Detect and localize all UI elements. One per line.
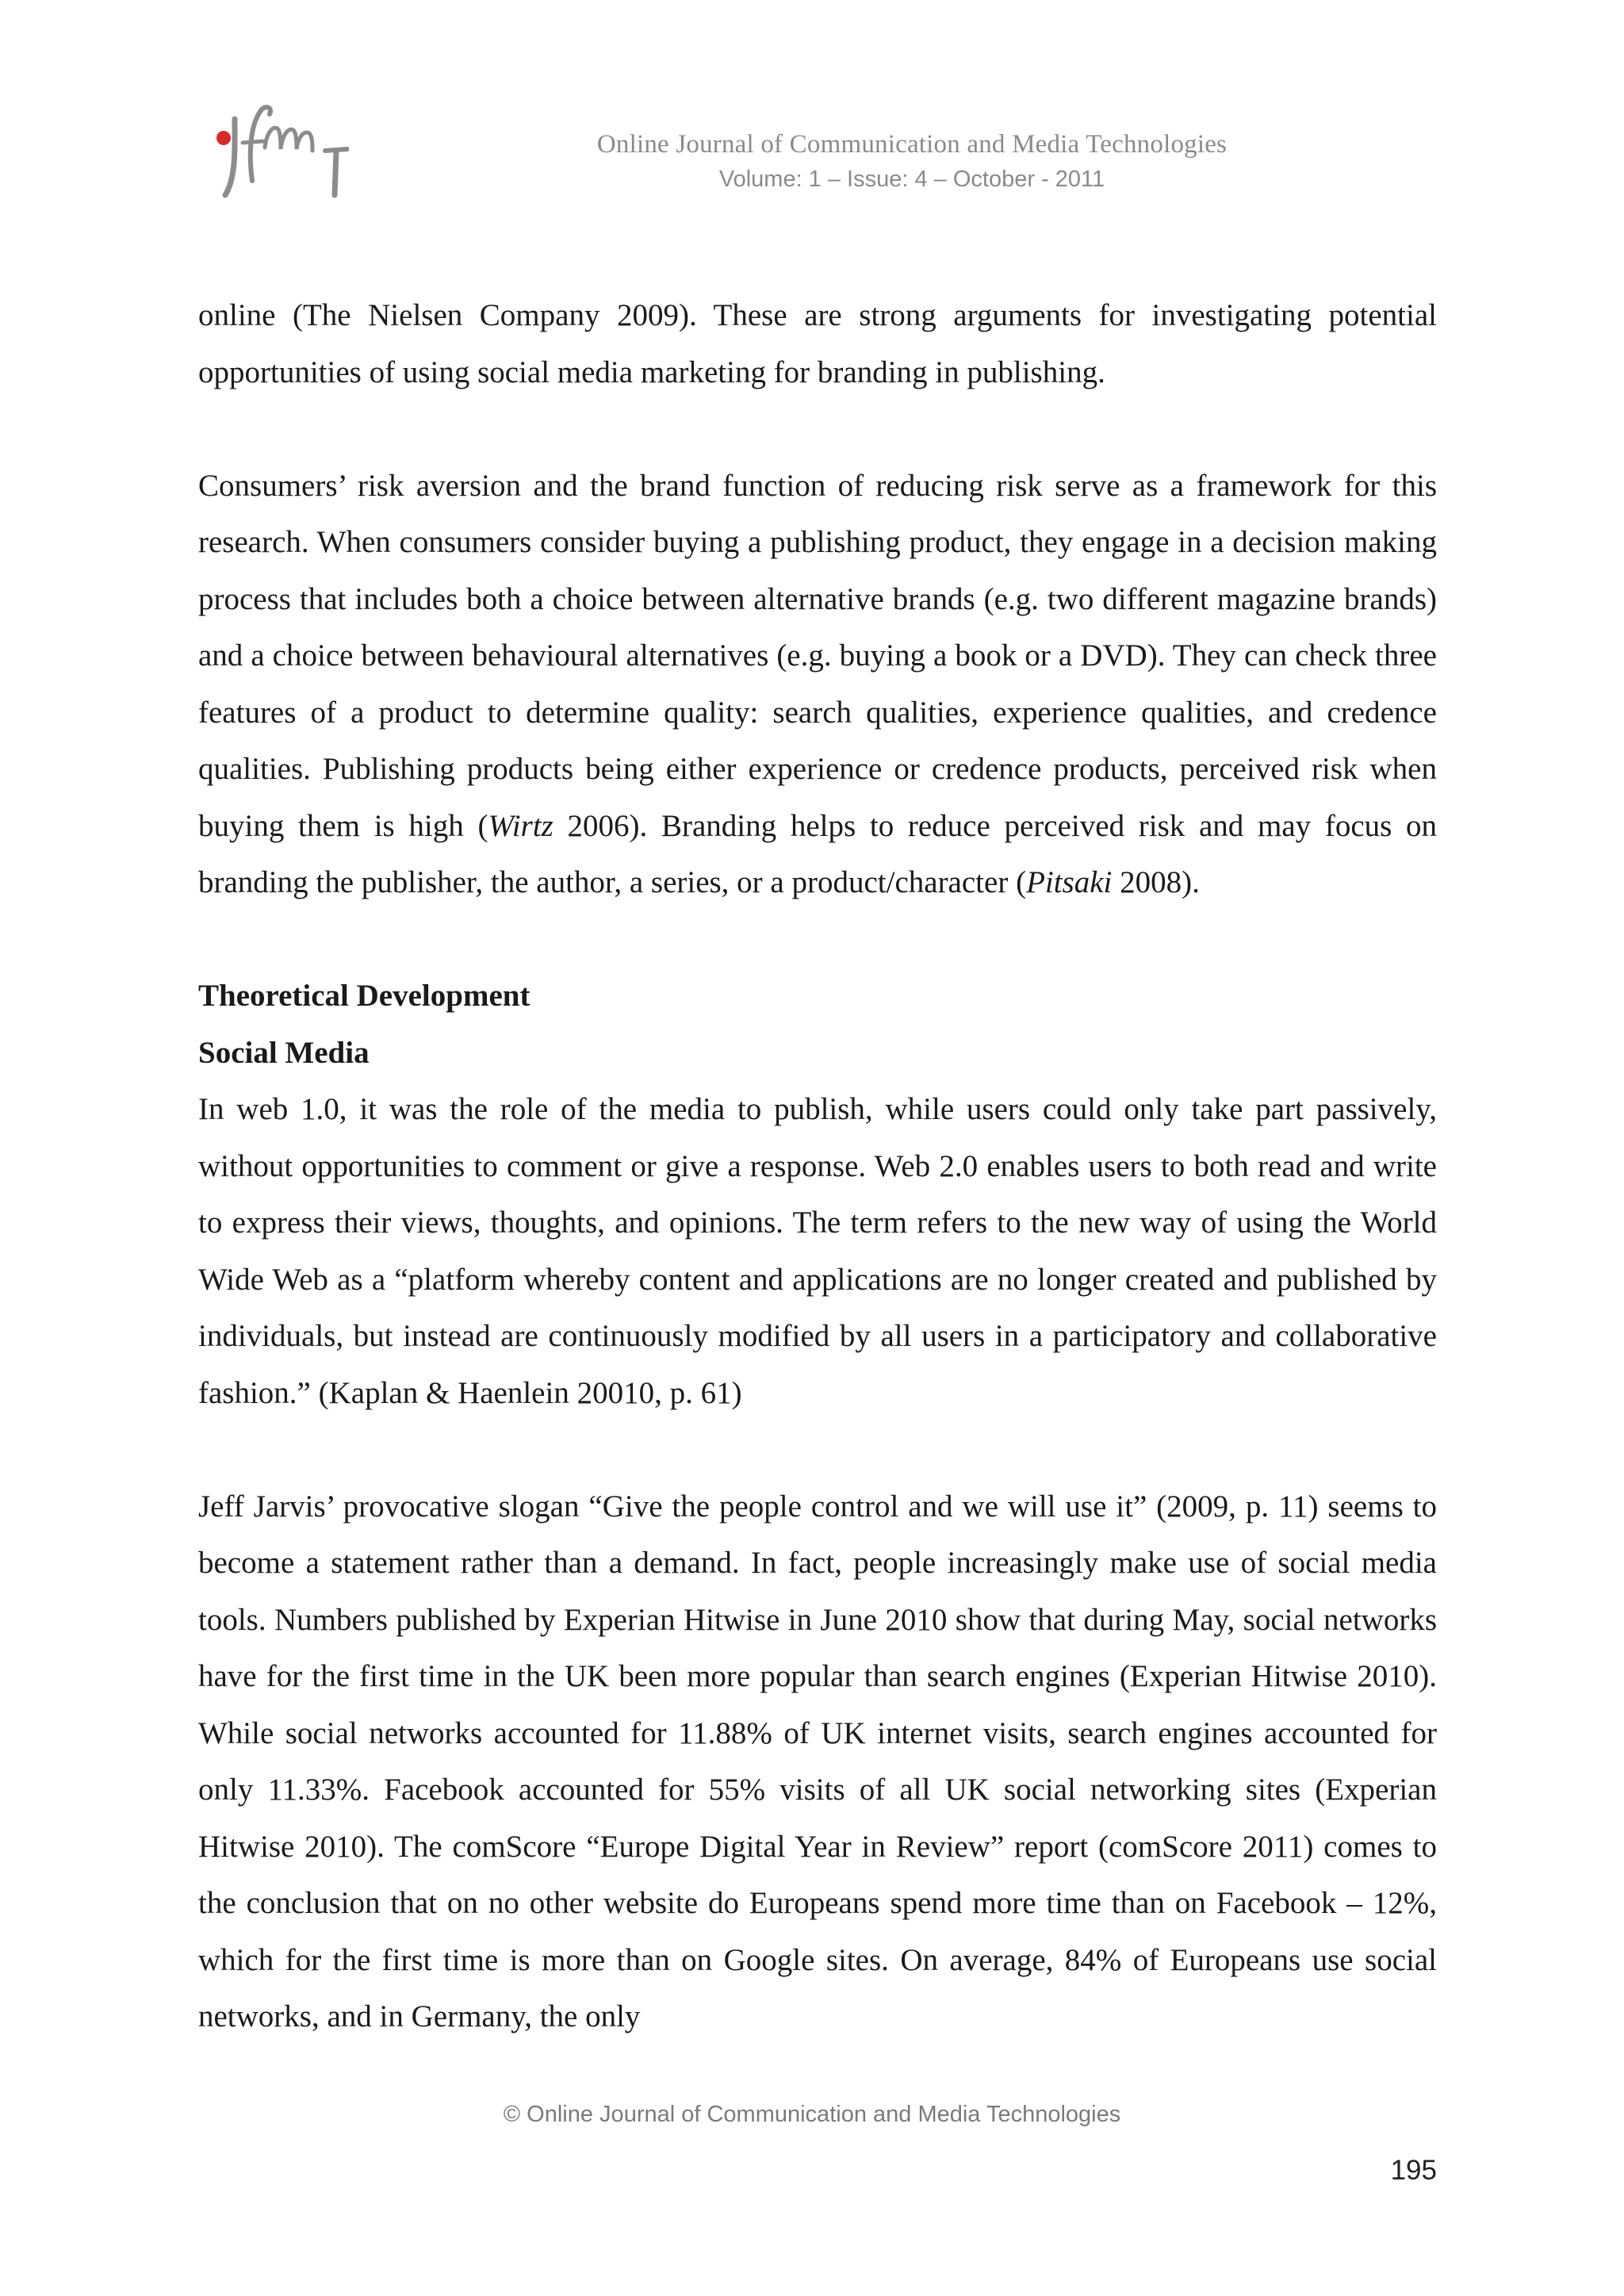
- subsection-heading: Social Media: [198, 1035, 370, 1070]
- paragraph-text: 2008).: [1112, 865, 1200, 899]
- journal-logo-icon: [214, 102, 349, 201]
- logo-j-stroke: [225, 119, 235, 195]
- paragraph-risk-aversion: [198, 458, 1437, 911]
- logo-red-dot: [216, 131, 231, 145]
- paragraph-jarvis: Jeff Jarvis’ provocative slogan “Give the people control and we will use it” (2009, p. 11) seems to become a statement rather than a demand. In fact, people increasingly make use of social media tools. Numbers published by Experian Hitwise in June 2010 show that during May, social networks have for the first time in the UK been more popular than search engines (Experian Hitwise 2010). While social networks accounted for 11.88% of UK internet visits, search engines accounted for only 11.33%. Facebook accounted for 55% visits of all UK social networking sites (Experian Hitwise 2010). The comScore “Europe Digital Year in Review” report (comScore 2011) comes to the conclusion that on no other website do Europeans spend more time than on Facebook – 12%, which for the first time is more than on Google sites. On average, 84% of Europeans use social networks, and in Germany, the only: [198, 1489, 1437, 2033]
- citation-pitsaki: Pitsaki: [1026, 865, 1113, 899]
- paragraph-text: Consumers’ risk aversion and the brand function of reducing risk serve as a framework for this research. When consumers consider buying a publishing product, they engage in a decision making process that includes both a choice between alternative brands (e.g. two different magazine brands) and a choice between behavioural alternatives (e.g. buying a book or a DVD). They can check three features of a product to determine quality: search qualities, experience qualities, and credence qualities. Publishing products being either experience or credence products, perceived risk when buying them is high (: [198, 468, 1437, 843]
- logo-f-bar: [243, 141, 263, 143]
- page-number: 195: [1390, 2155, 1437, 2186]
- section-heading: Theoretical Development: [198, 979, 530, 1013]
- paragraph-intro: online (The Nielsen Company 2009). These are strong arguments for investigating potential opportunities of using social media marketing for branding in publishing.: [198, 298, 1437, 389]
- journal-title: Online Journal of Communication and Media Technologies: [596, 130, 1228, 159]
- logo-m-stroke: [265, 128, 312, 151]
- journal-header: [492, 128, 1332, 195]
- logo-t-stem: [335, 151, 336, 195]
- logo-f-stroke: [251, 107, 270, 181]
- paragraph-web2: In web 1.0, it was the role of the media to publish, while users could only take part passively, without opportunities to comment or give a response. Web 2.0 enables users to both read and write to express their views, thoughts, and opinions. The term refers to the new way of using the World Wide Web as a “platform whereby content and applications are no longer created and published by individuals, but instead are continuously modified by all users in a participatory and collaborative fashion.” (Kaplan & Haenlein 20010, p. 61): [198, 1092, 1437, 1410]
- volume-issue-line: Volume: 1 – Issue: 4 – October - 2011: [718, 167, 1105, 192]
- copyright-footer: © Online Journal of Communication and Media Technologies: [503, 2102, 1121, 2127]
- paragraph-text: 2006). Branding helps to reduce perceived risk and may focus on branding the publisher, the author, a series, or a product/character (: [198, 808, 1438, 899]
- citation-wirtz: Wirtz: [488, 808, 553, 843]
- article-body: [198, 287, 1437, 2045]
